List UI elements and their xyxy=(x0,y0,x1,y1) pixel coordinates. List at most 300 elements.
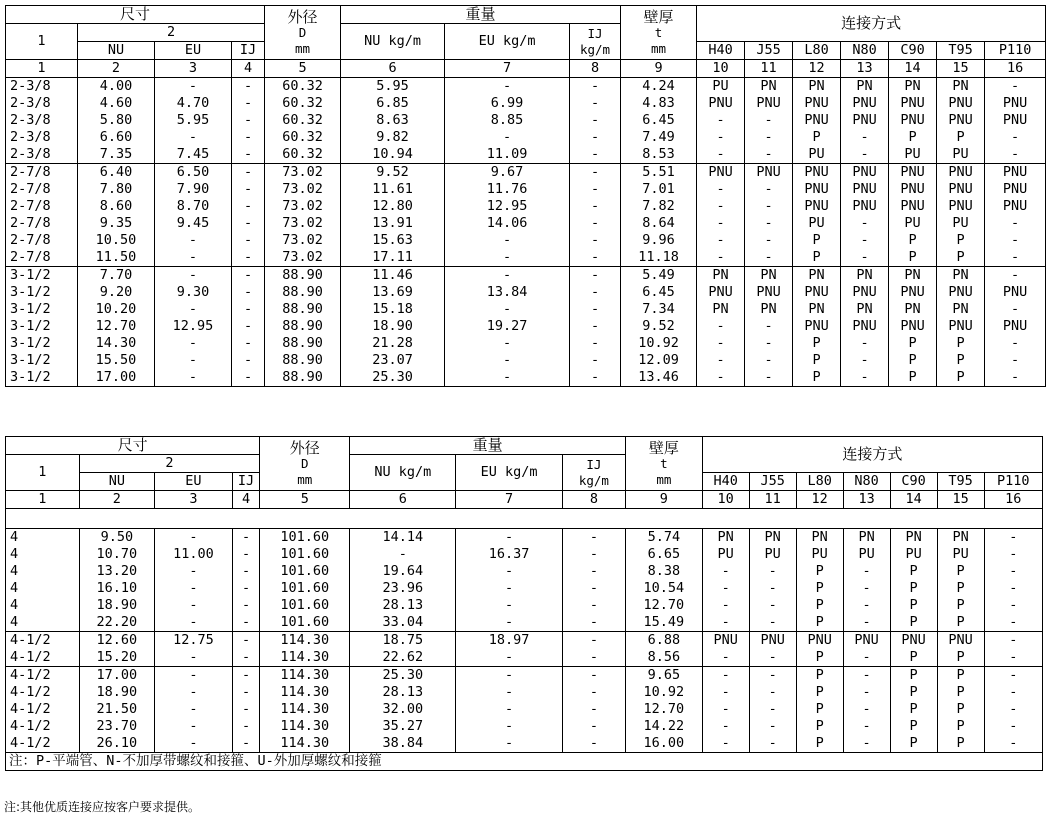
data-cell: - xyxy=(985,369,1046,387)
data-cell: - xyxy=(749,667,796,685)
data-cell: - xyxy=(155,597,233,614)
column-number-7: 7 xyxy=(445,60,570,78)
wall-header xyxy=(626,437,703,491)
data-cell: P xyxy=(796,718,843,735)
data-cell: P xyxy=(793,335,841,352)
table1-header xyxy=(6,6,1046,78)
data-cell: PU xyxy=(889,146,937,164)
column-number-13: 13 xyxy=(843,491,890,509)
data-cell: PN xyxy=(697,301,745,318)
data-cell: PU xyxy=(793,215,841,232)
data-cell: PN xyxy=(841,267,889,285)
data-cell: 9.52 xyxy=(341,164,445,182)
data-cell: - xyxy=(570,335,621,352)
wall-unit: mm xyxy=(651,40,667,56)
data-cell: 73.02 xyxy=(265,181,341,198)
data-cell: PN xyxy=(745,301,793,318)
data-cell: - xyxy=(232,580,260,597)
data-cell: PNU xyxy=(745,284,793,301)
data-cell: - xyxy=(562,735,625,753)
data-cell: 19.64 xyxy=(350,563,456,580)
connection-header: 连接方式 xyxy=(697,6,1046,42)
data-cell: PU xyxy=(889,215,937,232)
data-cell: 14.14 xyxy=(350,529,456,547)
data-cell: P xyxy=(890,597,937,614)
data-cell: - xyxy=(562,546,625,563)
data-cell: 12.70 xyxy=(78,318,155,335)
eu-header: EU xyxy=(155,473,233,491)
table-row xyxy=(6,701,1043,718)
column-number-2: 2 xyxy=(78,60,155,78)
size-group xyxy=(6,78,1046,164)
data-cell: P xyxy=(937,614,984,632)
data-cell: 4.70 xyxy=(155,95,232,112)
data-cell: 73.02 xyxy=(265,198,341,215)
data-cell: P xyxy=(890,614,937,632)
data-cell: PNU xyxy=(793,164,841,182)
data-cell: 88.90 xyxy=(265,318,341,335)
data-cell: - xyxy=(745,369,793,387)
data-cell: - xyxy=(745,146,793,164)
data-cell: - xyxy=(984,701,1042,718)
data-cell: - xyxy=(841,129,889,146)
data-cell: - xyxy=(985,232,1046,249)
grade-header-c90: C90 xyxy=(889,42,937,60)
data-cell: 4-1/2 xyxy=(6,649,80,667)
data-cell: P xyxy=(937,129,985,146)
data-cell: 17.00 xyxy=(79,667,155,685)
data-cell: - xyxy=(350,546,456,563)
table-row xyxy=(6,684,1043,701)
data-cell: - xyxy=(841,232,889,249)
size-group xyxy=(6,667,1043,753)
data-cell: PN xyxy=(890,529,937,547)
data-cell: P xyxy=(890,563,937,580)
data-cell: - xyxy=(697,318,745,335)
data-cell: - xyxy=(445,301,570,318)
data-cell: - xyxy=(984,684,1042,701)
data-cell: 7.90 xyxy=(155,181,232,198)
table-row xyxy=(6,369,1046,387)
table-row xyxy=(6,284,1046,301)
data-cell: P xyxy=(796,649,843,667)
tubing-spec-table-1 xyxy=(5,5,1046,387)
column-number-2: 2 xyxy=(79,491,155,509)
legend-note-row xyxy=(6,753,1043,771)
table2-header xyxy=(6,437,1043,529)
data-cell: - xyxy=(562,597,625,614)
weight-header: 重量 xyxy=(341,6,621,24)
data-cell: - xyxy=(570,164,621,182)
data-cell: - xyxy=(232,529,260,547)
grade-header-p110: P110 xyxy=(985,42,1046,60)
data-cell: 14.30 xyxy=(78,335,155,352)
data-cell: PN xyxy=(937,301,985,318)
tubing-spec-table-2 xyxy=(5,436,1043,771)
eu-header: EU xyxy=(155,42,232,60)
data-cell: - xyxy=(155,369,232,387)
data-cell: - xyxy=(749,649,796,667)
data-cell: - xyxy=(562,684,625,701)
data-cell: 10.50 xyxy=(78,232,155,249)
data-cell: P xyxy=(793,129,841,146)
table-row xyxy=(6,718,1043,735)
data-cell: P xyxy=(796,563,843,580)
data-cell: 7.80 xyxy=(78,181,155,198)
data-cell: 60.32 xyxy=(265,146,341,164)
od-symbol: D xyxy=(301,455,309,471)
table-row xyxy=(6,632,1043,650)
table-row xyxy=(6,649,1043,667)
data-cell: - xyxy=(570,181,621,198)
data-cell: - xyxy=(749,735,796,753)
data-cell: - xyxy=(697,112,745,129)
ij-header: IJ xyxy=(232,473,260,491)
data-cell: 8.64 xyxy=(621,215,697,232)
data-cell: 18.90 xyxy=(79,684,155,701)
grade-header-n80: N80 xyxy=(843,473,890,491)
data-cell: 2-7/8 xyxy=(6,249,78,267)
wall-symbol: t xyxy=(660,455,668,471)
data-cell: 10.94 xyxy=(341,146,445,164)
data-cell: 22.62 xyxy=(350,649,456,667)
data-cell: - xyxy=(841,335,889,352)
data-cell: 12.70 xyxy=(626,597,703,614)
size-group xyxy=(6,164,1046,267)
data-cell: - xyxy=(155,701,233,718)
wall-header xyxy=(621,6,697,60)
column-number-16: 16 xyxy=(984,491,1042,509)
data-cell: PNU xyxy=(745,164,793,182)
data-cell: - xyxy=(155,129,232,146)
column-number-8: 8 xyxy=(562,491,625,509)
data-cell: - xyxy=(570,249,621,267)
data-cell: - xyxy=(155,667,233,685)
data-cell: 11.00 xyxy=(155,546,233,563)
data-cell: - xyxy=(745,232,793,249)
data-cell: P xyxy=(937,718,984,735)
data-cell: P xyxy=(937,249,985,267)
col2-header: 2 xyxy=(78,24,265,42)
column-number-16: 16 xyxy=(985,60,1046,78)
data-cell: PN xyxy=(793,301,841,318)
data-cell: - xyxy=(702,684,749,701)
data-cell: PNU xyxy=(937,198,985,215)
data-cell: 114.30 xyxy=(260,701,350,718)
data-cell: 2-7/8 xyxy=(6,181,78,198)
data-cell: PU xyxy=(749,546,796,563)
data-cell: - xyxy=(232,649,260,667)
data-cell: 114.30 xyxy=(260,718,350,735)
od-unit: mm xyxy=(294,40,311,56)
data-cell: 9.96 xyxy=(621,232,697,249)
data-cell: 60.32 xyxy=(265,78,341,96)
table-row xyxy=(6,614,1043,632)
data-cell: - xyxy=(232,249,265,267)
data-cell: 6.65 xyxy=(626,546,703,563)
data-cell: 15.20 xyxy=(79,649,155,667)
data-cell: 16.10 xyxy=(79,580,155,597)
data-cell: 28.13 xyxy=(350,684,456,701)
data-cell: 11.46 xyxy=(341,267,445,285)
data-cell: - xyxy=(570,129,621,146)
ij-weight-header xyxy=(570,24,621,60)
data-cell: 28.13 xyxy=(350,597,456,614)
data-cell: 12.70 xyxy=(626,701,703,718)
data-cell: PU xyxy=(796,546,843,563)
data-cell: 101.60 xyxy=(260,529,350,547)
nu-weight-header: NU kg/m xyxy=(341,24,445,60)
data-cell: 88.90 xyxy=(265,267,341,285)
od-header xyxy=(260,437,350,491)
data-cell: 8.63 xyxy=(341,112,445,129)
data-cell: PNU xyxy=(697,284,745,301)
data-cell: - xyxy=(697,129,745,146)
data-cell: 25.30 xyxy=(350,667,456,685)
column-number-6: 6 xyxy=(341,60,445,78)
data-cell: - xyxy=(445,232,570,249)
data-cell: 88.90 xyxy=(265,369,341,387)
data-cell: - xyxy=(456,580,562,597)
data-cell: - xyxy=(155,614,233,632)
data-cell: - xyxy=(232,215,265,232)
data-cell: - xyxy=(562,580,625,597)
data-cell: 3-1/2 xyxy=(6,284,78,301)
data-cell: - xyxy=(843,667,890,685)
data-cell: 3-1/2 xyxy=(6,352,78,369)
column-number-15: 15 xyxy=(937,491,984,509)
blank-cell xyxy=(6,509,1043,529)
data-cell: - xyxy=(232,718,260,735)
data-cell: 21.28 xyxy=(341,335,445,352)
data-cell: - xyxy=(984,529,1042,547)
column-number-row xyxy=(6,60,1046,78)
data-cell: PNU xyxy=(937,284,985,301)
data-cell: PN xyxy=(937,529,984,547)
data-cell: P xyxy=(889,129,937,146)
data-cell: 60.32 xyxy=(265,129,341,146)
data-cell: P xyxy=(890,701,937,718)
nu-header: NU xyxy=(78,42,155,60)
data-cell: 8.85 xyxy=(445,112,570,129)
data-cell: 114.30 xyxy=(260,667,350,685)
col1-header: 1 xyxy=(6,455,80,491)
data-cell: P xyxy=(796,735,843,753)
data-cell: PNU xyxy=(697,95,745,112)
size-header: 尺寸 xyxy=(6,437,260,455)
od-header xyxy=(265,6,341,60)
data-cell: 5.95 xyxy=(155,112,232,129)
data-cell: - xyxy=(749,614,796,632)
data-cell: - xyxy=(570,78,621,96)
data-cell: PNU xyxy=(841,198,889,215)
size-header: 尺寸 xyxy=(6,6,265,24)
data-cell: 2-3/8 xyxy=(6,112,78,129)
data-cell: 35.27 xyxy=(350,718,456,735)
data-cell: 13.69 xyxy=(341,284,445,301)
data-cell: PNU xyxy=(985,181,1046,198)
ij-weight-title: IJ xyxy=(586,456,602,472)
table-row xyxy=(6,215,1046,232)
table-row xyxy=(6,529,1043,547)
data-cell: - xyxy=(984,735,1042,753)
data-cell: PNU xyxy=(889,95,937,112)
table-row xyxy=(6,78,1046,96)
data-cell: 19.27 xyxy=(445,318,570,335)
data-cell: P xyxy=(937,597,984,614)
data-cell: 16.37 xyxy=(456,546,562,563)
data-cell: - xyxy=(697,215,745,232)
data-cell: - xyxy=(155,735,233,753)
data-cell: 101.60 xyxy=(260,546,350,563)
data-cell: 4-1/2 xyxy=(6,701,80,718)
data-cell: 8.70 xyxy=(155,198,232,215)
data-cell: - xyxy=(697,232,745,249)
data-cell: - xyxy=(155,563,233,580)
data-cell: - xyxy=(985,146,1046,164)
column-number-3: 3 xyxy=(155,60,232,78)
data-cell: P xyxy=(889,335,937,352)
table-row xyxy=(6,563,1043,580)
data-cell: - xyxy=(745,318,793,335)
data-cell: P xyxy=(793,352,841,369)
ij-weight-title: IJ xyxy=(587,25,603,41)
column-number-4: 4 xyxy=(232,60,265,78)
data-cell: PNU xyxy=(937,632,984,650)
data-cell: P xyxy=(937,369,985,387)
data-cell: - xyxy=(570,232,621,249)
table-row xyxy=(6,735,1043,753)
data-cell: P xyxy=(796,667,843,685)
data-cell: - xyxy=(155,529,233,547)
data-cell: 23.07 xyxy=(341,352,445,369)
data-cell: 11.18 xyxy=(621,249,697,267)
data-cell: - xyxy=(985,129,1046,146)
od-title: 外径 xyxy=(287,7,318,26)
data-cell: - xyxy=(985,352,1046,369)
data-cell: 4 xyxy=(6,563,80,580)
data-cell: P xyxy=(937,232,985,249)
data-cell: P xyxy=(937,563,984,580)
column-number-3: 3 xyxy=(155,491,233,509)
data-cell: - xyxy=(232,614,260,632)
table-row xyxy=(6,112,1046,129)
data-cell: - xyxy=(562,632,625,650)
data-cell: 2-7/8 xyxy=(6,198,78,215)
data-cell: - xyxy=(984,632,1042,650)
data-cell: 10.92 xyxy=(621,335,697,352)
data-cell: 15.49 xyxy=(626,614,703,632)
data-cell: - xyxy=(841,215,889,232)
data-cell: 9.67 xyxy=(445,164,570,182)
data-cell: 9.65 xyxy=(626,667,703,685)
column-number-13: 13 xyxy=(841,60,889,78)
data-cell: - xyxy=(570,112,621,129)
data-cell: PN xyxy=(793,78,841,96)
data-cell: 114.30 xyxy=(260,649,350,667)
data-cell: - xyxy=(232,369,265,387)
data-cell: - xyxy=(232,735,260,753)
data-cell: P xyxy=(890,735,937,753)
data-cell: 88.90 xyxy=(265,301,341,318)
data-cell: - xyxy=(702,667,749,685)
data-cell: PN xyxy=(889,267,937,285)
data-cell: P xyxy=(796,701,843,718)
wall-symbol: t xyxy=(654,24,663,40)
data-cell: - xyxy=(702,701,749,718)
data-cell: PNU xyxy=(889,318,937,335)
table-row xyxy=(6,198,1046,215)
data-cell: 16.00 xyxy=(626,735,703,753)
data-cell: 4-1/2 xyxy=(6,735,80,753)
wall-unit: mm xyxy=(656,471,672,487)
column-number-5: 5 xyxy=(265,60,341,78)
data-cell: - xyxy=(562,649,625,667)
data-cell: 13.20 xyxy=(79,563,155,580)
data-cell: - xyxy=(702,597,749,614)
data-cell: - xyxy=(445,78,570,96)
data-cell: 7.49 xyxy=(621,129,697,146)
data-cell: 14.22 xyxy=(626,718,703,735)
data-cell: PNU xyxy=(889,284,937,301)
data-cell: 7.70 xyxy=(78,267,155,285)
grade-header-c90: C90 xyxy=(890,473,937,491)
blank-row xyxy=(6,509,1043,529)
data-cell: 5.80 xyxy=(78,112,155,129)
data-cell: 3-1/2 xyxy=(6,335,78,352)
od-unit: mm xyxy=(297,471,313,487)
data-cell: 10.54 xyxy=(626,580,703,597)
column-number-10: 10 xyxy=(702,491,749,509)
data-cell: - xyxy=(702,735,749,753)
data-cell: 9.45 xyxy=(155,215,232,232)
data-cell: PNU xyxy=(937,318,985,335)
data-cell: 7.82 xyxy=(621,198,697,215)
data-cell: PN xyxy=(796,529,843,547)
data-cell: 15.63 xyxy=(341,232,445,249)
data-cell: - xyxy=(984,718,1042,735)
data-cell: PNU xyxy=(793,112,841,129)
data-cell: - xyxy=(745,112,793,129)
data-cell: - xyxy=(155,301,232,318)
data-cell: - xyxy=(570,352,621,369)
data-cell: 4 xyxy=(6,529,80,547)
data-cell: - xyxy=(697,335,745,352)
data-cell: PU xyxy=(843,546,890,563)
data-cell: P xyxy=(937,335,985,352)
table-row xyxy=(6,546,1043,563)
data-cell: P xyxy=(890,684,937,701)
data-cell: 17.00 xyxy=(78,369,155,387)
data-cell: 88.90 xyxy=(265,352,341,369)
data-cell: PN xyxy=(937,78,985,96)
data-cell: - xyxy=(456,667,562,685)
connection-header: 连接方式 xyxy=(702,437,1042,473)
data-cell: P xyxy=(890,667,937,685)
data-cell: P xyxy=(937,735,984,753)
data-cell: P xyxy=(937,667,984,685)
data-cell: 13.91 xyxy=(341,215,445,232)
data-cell: - xyxy=(232,597,260,614)
data-cell: - xyxy=(456,684,562,701)
data-cell: 10.20 xyxy=(78,301,155,318)
data-cell: - xyxy=(155,267,232,285)
data-cell: 8.38 xyxy=(626,563,703,580)
data-cell: 21.50 xyxy=(79,701,155,718)
data-cell: - xyxy=(232,146,265,164)
data-cell: P xyxy=(793,369,841,387)
data-cell: 114.30 xyxy=(260,632,350,650)
